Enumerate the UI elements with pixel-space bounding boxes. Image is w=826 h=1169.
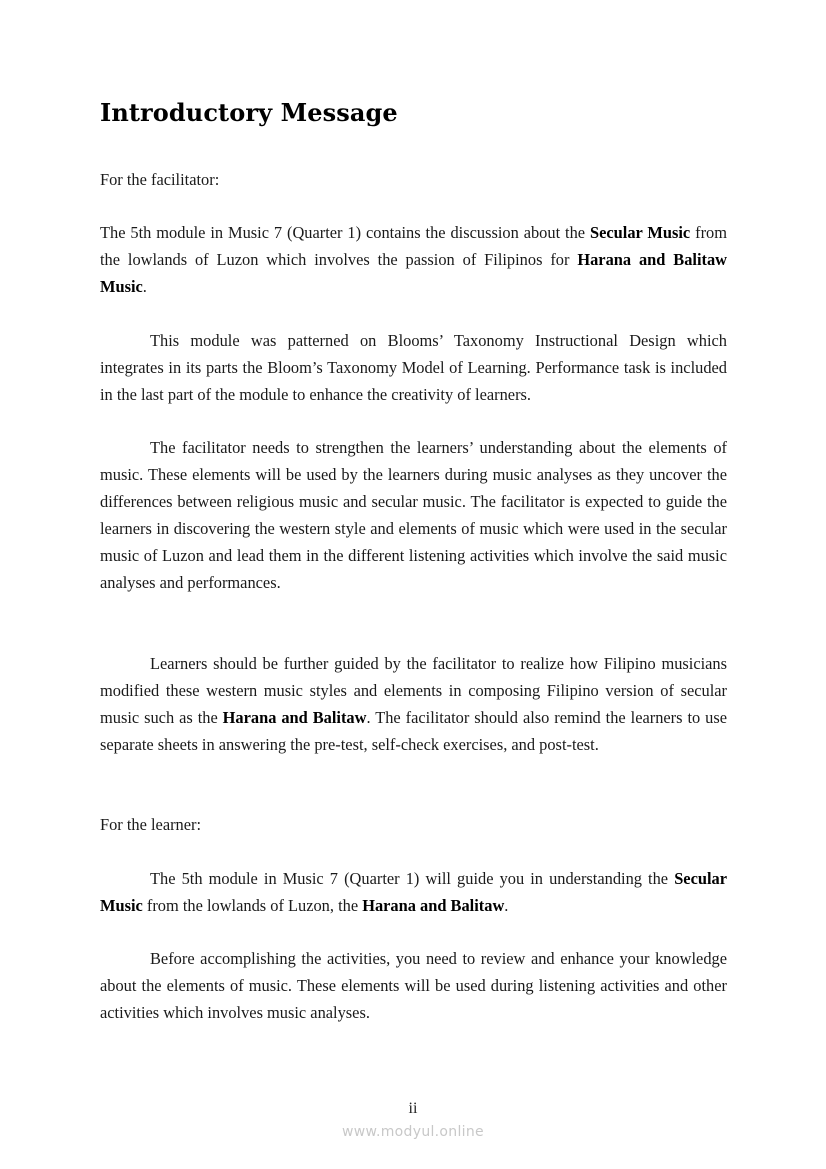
text-run: from the lowlands of Luzon which involves the passion of Filipinos for bbox=[100, 223, 727, 269]
text-run: Learners should be further guided by the facilitator to realize how Filipino musicians modified these western music styles and elements in composing Filipino version of secular music such as the bbox=[100, 654, 727, 727]
page-title: Introductory Message bbox=[100, 98, 398, 127]
bold-term-harana-balitaw: Harana and Balitaw bbox=[362, 896, 505, 915]
facilitator-section-label: For the facilitator: bbox=[100, 170, 220, 189]
facilitator-paragraph-2: This module was patterned on Blooms’ Taxonomy Instructional Design which integrates in its parts the Bloom’s Taxonomy Model of Learning. Performance task is included in the last part of the module to enhance the creativity of learners. bbox=[100, 331, 727, 404]
watermark-text: www.modyul.online bbox=[342, 1124, 484, 1140]
text-run: . bbox=[142, 277, 147, 296]
bold-term-secular-music: Secular Music bbox=[589, 223, 691, 242]
text-run: The 5th module in Music 7 (Quarter 1) will guide you in understanding the bbox=[150, 869, 675, 888]
text-run: from the lowlands of Luzon, the bbox=[142, 896, 363, 915]
text-run: The 5th module in Music 7 (Quarter 1) contains the discussion about the bbox=[100, 223, 590, 242]
facilitator-paragraph-1 bbox=[100, 219, 727, 300]
page-number: ii bbox=[408, 1100, 418, 1117]
facilitator-paragraph-3: The facilitator needs to strengthen the learners’ understanding about the elements of music. These elements will be used by the learners during music analyses as they uncover the differences between religious music and secular music. The facilitator is expected to guide the learners in discovering the western style and elements of music which were used in the secular music of Luzon and lead them in the different listening activities which involve the said music analyses and performances. bbox=[100, 438, 727, 592]
text-run: . The facilitator should also remind the learners to use separate sheets in answering the pre-test, self-check exercises, and post-test. bbox=[100, 708, 728, 754]
text-run: . bbox=[504, 896, 509, 915]
facilitator-paragraph-4 bbox=[100, 650, 727, 758]
learner-paragraph-2: Before accomplishing the activities, you need to review and enhance your knowledge about the elements of music. These elements will be used during listening activities and other activities which involves music analyses. bbox=[100, 949, 727, 1022]
bold-term-harana-balitaw-music: Harana and Balitaw Music bbox=[100, 250, 727, 296]
learner-section-label: For the learner: bbox=[100, 815, 202, 834]
learner-paragraph-1 bbox=[100, 865, 727, 919]
bold-term-secular-music: Secular Music bbox=[100, 869, 727, 915]
bold-term-harana-balitaw: Harana and Balitaw bbox=[222, 708, 367, 727]
